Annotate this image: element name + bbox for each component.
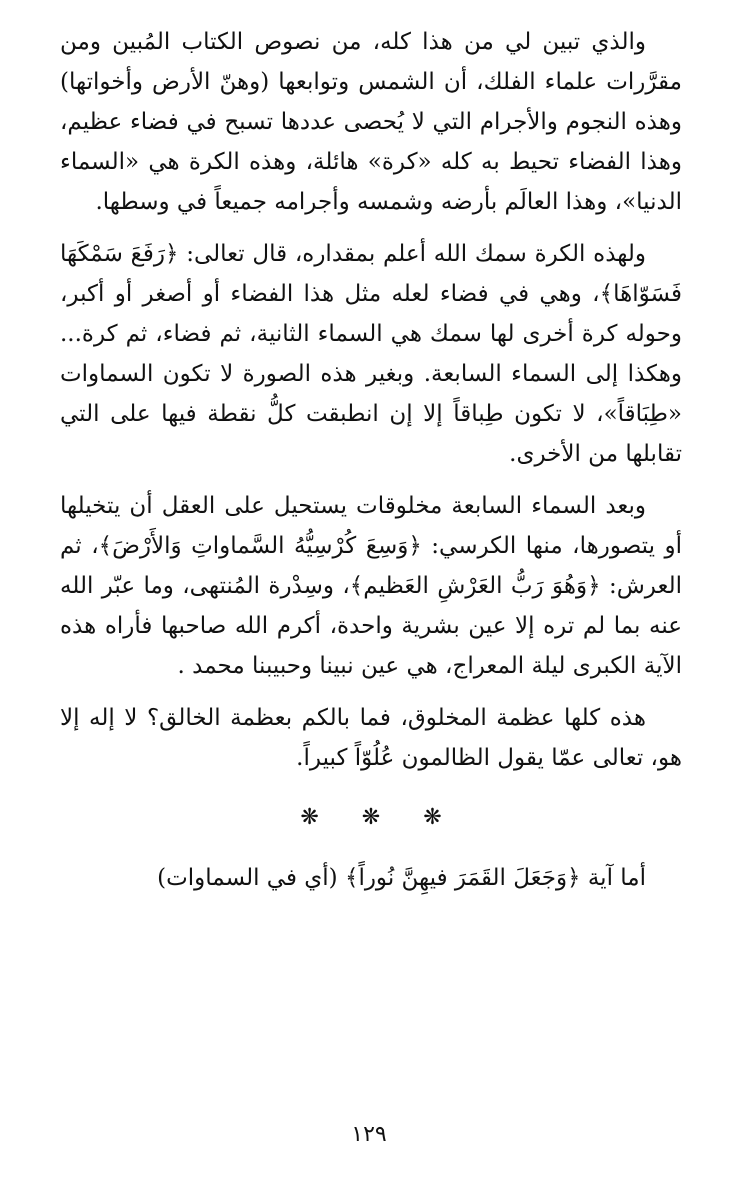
page-number: ١٢٩ xyxy=(351,1122,387,1147)
section-divider: ❋ ❋ ❋ xyxy=(300,805,460,830)
paragraph-2: ولهذه الكرة سمك الله أعلم بمقداره، قال تعالى: ﴿رَفَعَ سَمْكَهَا فَسَوّاهَا﴾، وهي في فضاء لعله مثل هذا الفضاء أو أصغر أو أكبر، وحوله كرة أخرى لها سمك هي السماء الثانية، ثم فضاء، ثم كرة... وهكذا إلى السماء السابعة. وبغير هذه الصورة لا تكون السماوات «طِبَاقاً»، لا تكون طِباقاً إلا إن انطبقت كلُّ نقطة فيها على التي تقابلها من الأخرى. xyxy=(60,241,682,467)
paragraph-3: وبعد السماء السابعة مخلوقات يستحيل على العقل أن يتخيلها أو يتصورها، منها الكرسي: ﴿وَسِعَ كُرْسِيُّهُ السَّماواتِ وَالأَرْضَ﴾، ثم العرش: ﴿وَهُوَ رَبُّ العَرْشِ العَظيم﴾، وسِدْرة المُنتهى، وما عبّر الله عنه بما لم تره إلا عين بشرية واحدة، أكرم الله صاحبها فأراه هذه الآية الكبرى ليلة المعراج، هي عين نبينا وحبيبنا محمد . xyxy=(60,493,682,679)
paragraph-5: أما آية ﴿وَجَعَلَ القَمَرَ فيهِنَّ نُوراً﴾ (أي في السماوات) xyxy=(157,865,646,891)
page-body xyxy=(60,22,682,898)
paragraph-4: هذه كلها عظمة المخلوق، فما بالكم بعظمة الخالق؟ لا إله إلا هو، تعالى عمّا يقول الظالمون عُلُوّاً كبيراً. xyxy=(60,705,682,771)
paragraph-1: والذي تبين لي من هذا كله، من نصوص الكتاب المُبين ومن مقرَّرات علماء الفلك، أن الشمس وتوابعها (وهنّ الأرض وأخواتها) وهذه النجوم والأجرام التي لا يُحصى عددها تسبح في فضاء عظيم، وهذا الفضاء تحيط به كله «كرة» هائلة، وهذه الكرة هي «السماء الدنيا»، وهذا العالَم بأرضه وشمسه وأجرامه جميعاً في وسطها. xyxy=(60,29,682,215)
